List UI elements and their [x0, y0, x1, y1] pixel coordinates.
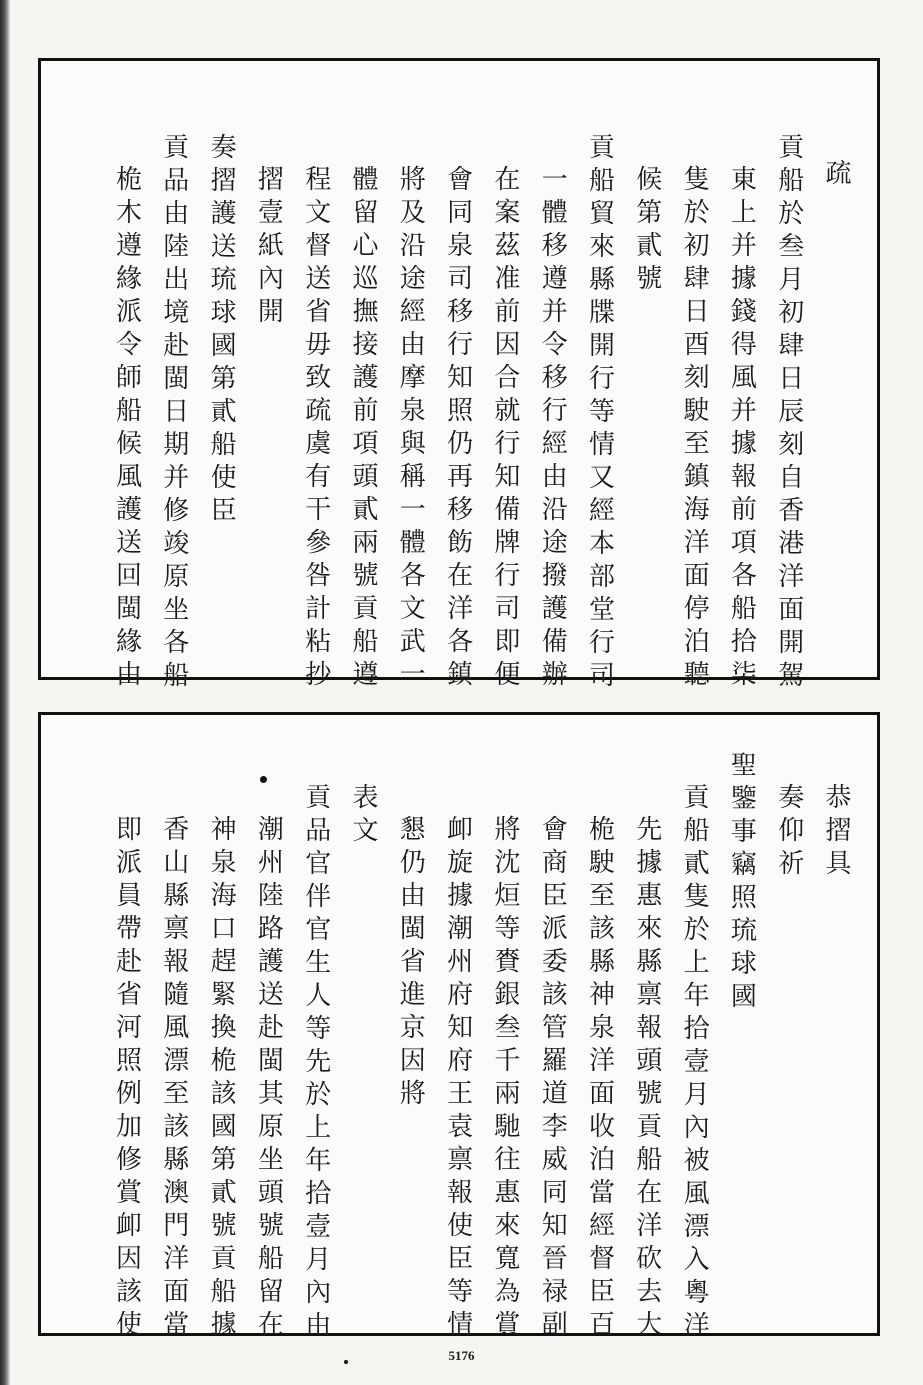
text-column: 疏: [821, 159, 851, 192]
text-column: 將沈烜等賚銀叁千兩馳往惠來寬為賞: [489, 815, 520, 1343]
text-column: 奏仰祈: [773, 783, 804, 882]
text-column: 即派員帶赴省河照例加修賞卹因該使: [111, 815, 142, 1343]
text-column: 奏摺護送琉球國第貳船使臣: [206, 133, 237, 529]
text-column: 懇仍由閩省進京因將: [395, 815, 426, 1112]
text-column: 貢船貿來縣牒開行等情又經本部堂行司: [584, 133, 615, 694]
page-number: 5176: [448, 1348, 475, 1363]
text-column: 聖鑒事竊照琉球國: [726, 751, 757, 1015]
text-column: 會同泉司移行知照仍再移飭在洋各鎮: [442, 165, 473, 693]
text-column: 隻於初肆日酉刻駛至鎮海洋面停泊聽: [679, 165, 710, 693]
upper-document-panel: [38, 58, 880, 694]
text-column: 東上并據錢得風并據報前項各船拾柒: [726, 165, 757, 693]
text-column: 恭摺具: [821, 783, 851, 882]
ink-dot: [260, 776, 267, 783]
text-column: 貢船於叁月初肆日辰刻自香港洋面開駕: [773, 133, 804, 694]
text-column: 程文督送省毋致疏虞有干參咎計粘抄: [300, 165, 331, 693]
text-column: 潮州陸路護送赴閩其原坐頭號船留在: [253, 815, 284, 1343]
text-column: 香山縣禀報隨風漂至該縣澳門洋面當: [158, 815, 189, 1343]
text-column: 表文: [348, 783, 378, 849]
text-column: 一體移遵并令移行經由沿途撥護備辦: [537, 165, 568, 693]
book-binding-shadow: [0, 0, 10, 1385]
text-column: 摺壹紙內開: [253, 165, 284, 330]
text-column: 貢品由陸出境赴閩日期并修竣原坐各船: [158, 133, 189, 694]
text-column: 候第貳號: [631, 165, 662, 297]
text-column: 桅駛至該縣神泉洋面收泊當經督臣百: [584, 815, 615, 1343]
text-column: 在案茲准前因合就行知備牌行司即便: [489, 165, 520, 693]
text-column: 貢船貳隻於上年拾壹月內被風漂入粵洋: [679, 783, 710, 1344]
text-column: 貢品官伴官生人等先於上年拾壹月內由: [300, 783, 331, 1344]
text-column: 會商臣派委該管羅道李威同知晉禄副: [537, 815, 568, 1343]
text-column: 桅木遵緣派令師船候風護送回閩緣由: [111, 165, 142, 693]
text-column: 體留心巡撫接護前項頭貳兩號貢船遵: [348, 165, 378, 693]
lower-document-panel: [38, 712, 880, 1344]
text-column: 先據惠來縣禀報頭號貢船在洋砍去大: [631, 815, 662, 1343]
text-column: 神泉海口趕緊換桅該國第貳號貢船據: [206, 815, 237, 1343]
text-column: 將及沿途經由摩泉與稱一體各文武一: [395, 165, 426, 693]
text-column: 卹旋據潮州府知府王袁禀報使臣等情: [442, 815, 473, 1343]
